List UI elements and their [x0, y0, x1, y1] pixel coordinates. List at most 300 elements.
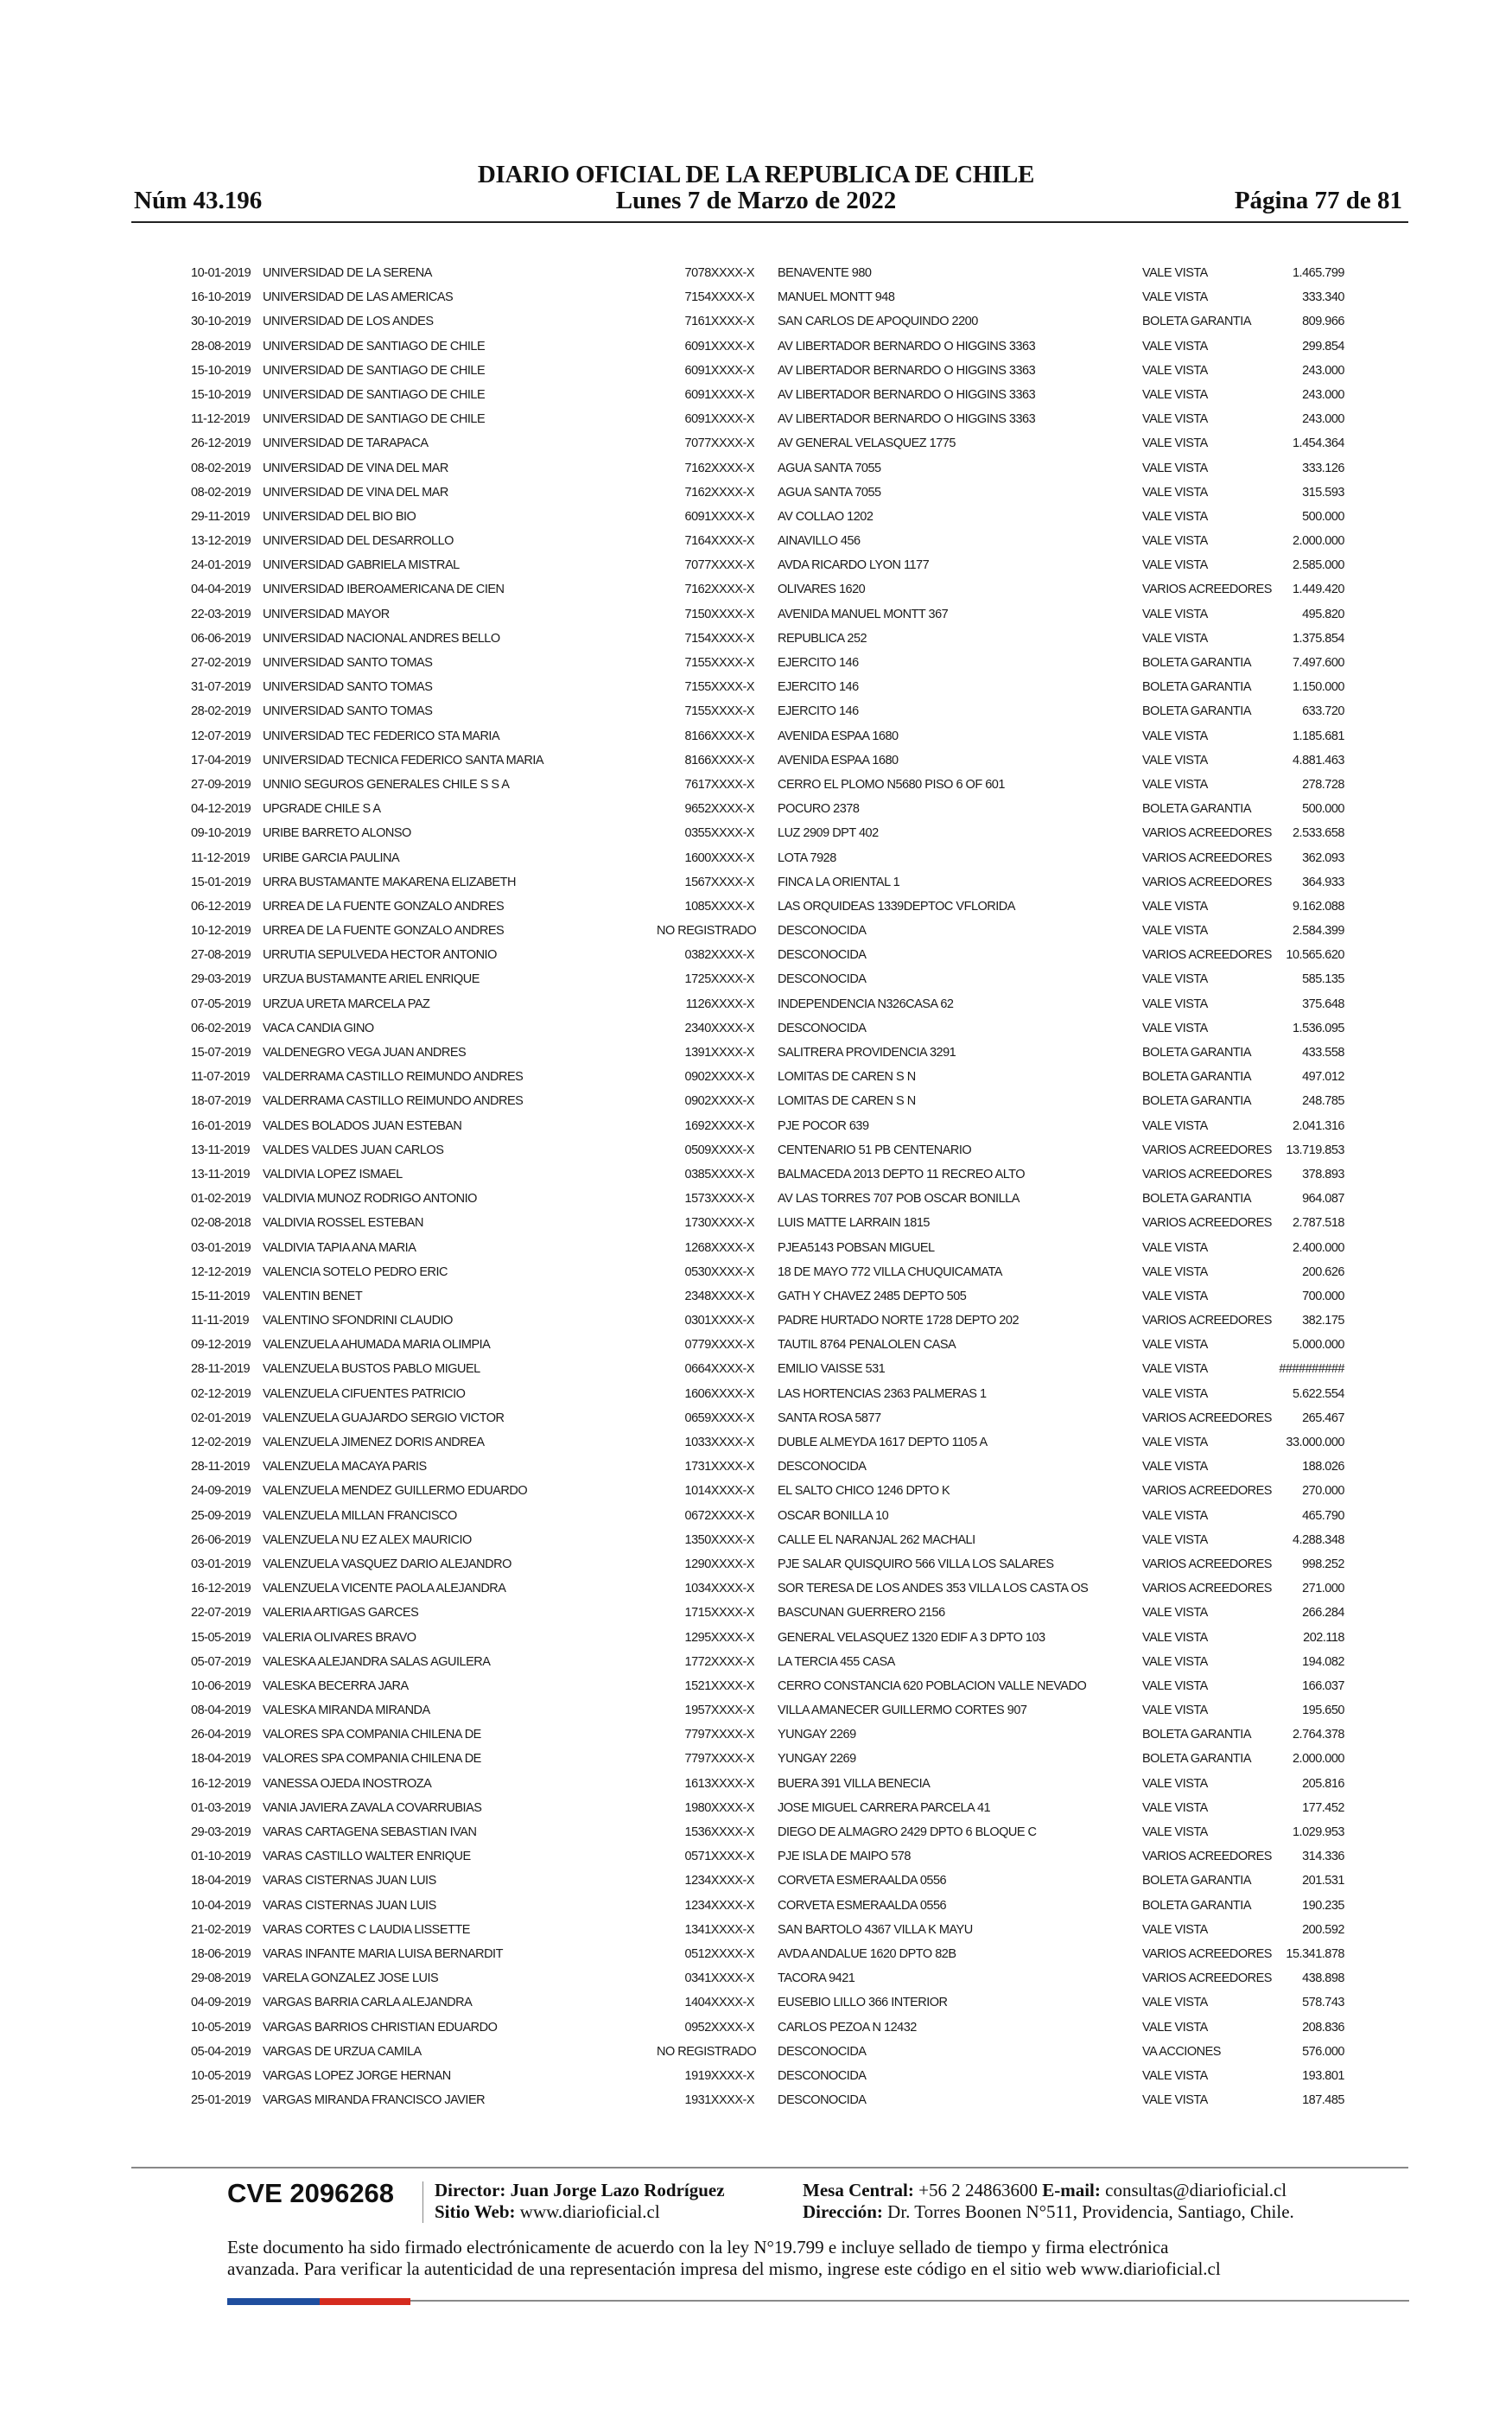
row-type: BOLETA GARANTIA: [1142, 1728, 1251, 1742]
row-type: BOLETA GARANTIA: [1142, 656, 1251, 670]
row-amount: 333.126: [1302, 461, 1344, 475]
row-type: VALE VISTA: [1142, 924, 1208, 939]
row-date: 27-02-2019: [191, 656, 251, 670]
address-line: [803, 2201, 1294, 2223]
row-address: EJERCITO 146: [778, 656, 859, 670]
row-date: 05-04-2019: [191, 2044, 251, 2059]
row-type: BOLETA GARANTIA: [1142, 1070, 1251, 1085]
page-number: Página 77 de 81: [1234, 187, 1402, 214]
site-label: Sitio Web:: [435, 2201, 516, 2222]
row-name: VALENZUELA MACAYA PARIS: [263, 1460, 427, 1474]
contact-line: [803, 2180, 1294, 2201]
row-amount: 1.449.420: [1292, 583, 1344, 597]
row-amount: 270.000: [1302, 1484, 1344, 1499]
row-name: VALDES VALDES JUAN CARLOS: [263, 1143, 444, 1157]
row-address: TACORA 9421: [778, 1971, 855, 1986]
row-amount: 2.585.000: [1292, 558, 1344, 573]
row-date: 02-01-2019: [191, 1411, 251, 1425]
row-address: AVENIDA ESPAA 1680: [778, 729, 899, 743]
row-name: VALDES BOLADOS JUAN ESTEBAN: [263, 1118, 462, 1133]
row-date: 10-12-2019: [191, 924, 251, 939]
row-amount: 278.728: [1302, 777, 1344, 792]
row-address: EL SALTO CHICO 1246 DPTO K: [778, 1484, 950, 1499]
row-name: VALENZUELA NU EZ ALEX MAURICIO: [263, 1532, 472, 1547]
table-row: [0, 651, 1512, 675]
row-rut: 0571XXXX-X: [684, 1850, 754, 1864]
row-address: DESCONOCIDA: [778, 1021, 867, 1035]
row-type: VALE VISTA: [1142, 1776, 1208, 1791]
row-type: VALE VISTA: [1142, 509, 1208, 524]
row-address: YUNGAY 2269: [778, 1728, 856, 1742]
row-address: LOMITAS DE CAREN S N: [778, 1094, 916, 1109]
row-address: AV LIBERTADOR BERNARDO O HIGGINS 3363: [778, 363, 1036, 378]
row-date: 22-07-2019: [191, 1606, 251, 1621]
row-address: DESCONOCIDA: [778, 1460, 867, 1474]
row-amount: 700.000: [1302, 1289, 1344, 1303]
row-date: 03-01-2019: [191, 1240, 251, 1255]
row-name: URREA DE LA FUENTE GONZALO ANDRES: [263, 924, 505, 939]
table-row: [0, 895, 1512, 919]
row-rut: 8166XXXX-X: [684, 729, 754, 743]
row-name: UNIVERSIDAD DE LAS AMERICAS: [263, 290, 454, 305]
row-name: VALENZUELA GUAJARDO SERGIO VICTOR: [263, 1411, 505, 1425]
row-name: URZUA URETA MARCELA PAZ: [263, 997, 430, 1011]
row-amount: 5.622.554: [1292, 1386, 1344, 1401]
row-name: UNIVERSIDAD DE LA SERENA: [263, 266, 432, 280]
row-amount: 9.162.088: [1292, 899, 1344, 914]
row-type: VARIOS ACREEDORES: [1142, 583, 1272, 597]
row-rut: 0385XXXX-X: [684, 1167, 754, 1181]
row-name: VALERIA ARTIGAS GARCES: [263, 1606, 419, 1621]
table-row: [0, 846, 1512, 870]
table-row: [0, 627, 1512, 651]
row-name: UPGRADE CHILE S A: [263, 802, 381, 817]
table-row: [0, 1138, 1512, 1162]
row-type: VALE VISTA: [1142, 777, 1208, 792]
row-name: VALORES SPA COMPANIA CHILENA DE: [263, 1728, 481, 1742]
row-name: VALDERRAMA CASTILLO REIMUNDO ANDRES: [263, 1094, 524, 1109]
table-row: [0, 1990, 1512, 2015]
row-name: UNIVERSIDAD TEC FEDERICO STA MARIA: [263, 729, 500, 743]
row-rut: 1521XXXX-X: [684, 1678, 754, 1693]
table-row: [0, 1430, 1512, 1455]
row-rut: 0672XXXX-X: [684, 1508, 754, 1523]
row-amount: 190.235: [1302, 1898, 1344, 1913]
row-amount: 378.893: [1302, 1167, 1344, 1181]
footer-separator: [422, 2181, 423, 2223]
row-rut: 7077XXXX-X: [684, 436, 754, 451]
table-row: [0, 1065, 1512, 1089]
table-row: [0, 2016, 1512, 2040]
row-address: DESCONOCIDA: [778, 972, 867, 987]
table-row: [0, 919, 1512, 943]
row-address: AVENIDA MANUEL MONTT 367: [778, 607, 949, 621]
table-row: [0, 748, 1512, 773]
table-row: [0, 1162, 1512, 1187]
row-rut: 1715XXXX-X: [684, 1606, 754, 1621]
row-type: VALE VISTA: [1142, 1436, 1208, 1449]
email-link[interactable]: consultas@diarioficial.cl: [1105, 2180, 1287, 2200]
row-name: VALDIVIA MUNOZ RODRIGO ANTONIO: [263, 1192, 477, 1207]
row-name: URIBE BARRETO ALONSO: [263, 826, 411, 841]
row-name: URREA DE LA FUENTE GONZALO ANDRES: [263, 899, 505, 914]
flag-blue-segment: [227, 2298, 320, 2305]
table-row: [0, 821, 1512, 845]
row-rut: 1034XXXX-X: [684, 1582, 754, 1596]
site-line: [435, 2201, 725, 2223]
row-type: BOLETA GARANTIA: [1142, 1192, 1251, 1207]
row-date: 12-07-2019: [191, 729, 251, 743]
table-row: [0, 1942, 1512, 1966]
row-rut: 0902XXXX-X: [684, 1070, 754, 1085]
row-rut: 1033XXXX-X: [684, 1436, 754, 1449]
row-amount: 4.288.348: [1292, 1532, 1344, 1547]
row-name: VARGAS MIRANDA FRANCISCO JAVIER: [263, 2093, 486, 2108]
row-amount: 315.593: [1302, 485, 1344, 500]
row-rut: 8166XXXX-X: [684, 753, 754, 767]
row-address: EMILIO VAISSE 531: [778, 1362, 886, 1377]
row-date: 12-02-2019: [191, 1436, 251, 1449]
row-rut: 0509XXXX-X: [684, 1143, 754, 1157]
row-type: BOLETA GARANTIA: [1142, 802, 1251, 817]
table-row: [0, 773, 1512, 797]
row-type: BOLETA GARANTIA: [1142, 1752, 1251, 1767]
row-rut: 1014XXXX-X: [684, 1484, 754, 1499]
row-rut: 0341XXXX-X: [684, 1971, 754, 1986]
row-name: VALESKA ALEJANDRA SALAS AGUILERA: [263, 1654, 491, 1669]
row-rut: 1126XXXX-X: [685, 997, 754, 1011]
row-name: VALENTINO SFONDRINI CLAUDIO: [263, 1314, 453, 1328]
row-date: 25-09-2019: [191, 1508, 251, 1523]
table-row: [0, 1260, 1512, 1284]
flag-red-segment: [320, 2298, 410, 2305]
site-link[interactable]: www.diarioficial.cl: [519, 2201, 660, 2222]
row-type: VALE VISTA: [1142, 266, 1208, 280]
row-amount: 243.000: [1302, 387, 1344, 402]
row-name: VALENCIA SOTELO PEDRO ERIC: [263, 1264, 448, 1279]
row-rut: 1341XXXX-X: [684, 1922, 754, 1937]
row-name: VALORES SPA COMPANIA CHILENA DE: [263, 1752, 481, 1767]
row-date: 16-12-2019: [191, 1776, 251, 1791]
table-row: [0, 675, 1512, 699]
row-name: UNIVERSIDAD DE SANTIAGO DE CHILE: [263, 363, 486, 378]
row-address: 18 DE MAYO 772 VILLA CHUQUICAMATA: [778, 1264, 1002, 1279]
row-address: CERRO CONSTANCIA 620 POBLACION VALLE NEVADO: [778, 1678, 1087, 1693]
legal-line-1: Este documento ha sido firmado electrónicamente de acuerdo con la ley N°19.799 e incluye sellado de tiempo y firma electrónica: [227, 2237, 1169, 2258]
row-rut: 2348XXXX-X: [684, 1289, 754, 1303]
row-date: 15-10-2019: [191, 363, 251, 378]
cve-code: CVE 2096268: [227, 2178, 395, 2208]
row-type: VALE VISTA: [1142, 339, 1208, 353]
header-divider: [131, 221, 1408, 223]
table-row: [0, 1894, 1512, 1918]
row-name: VARAS CARTAGENA SEBASTIAN IVAN: [263, 1825, 477, 1839]
row-amount: 243.000: [1302, 363, 1344, 378]
row-rut: 0355XXXX-X: [684, 826, 754, 841]
row-type: VALE VISTA: [1142, 1240, 1208, 1255]
row-type: VALE VISTA: [1142, 1362, 1208, 1377]
row-amount: 314.336: [1302, 1850, 1344, 1864]
mesa-phone: +56 2 24863600: [918, 2180, 1038, 2200]
row-date: 15-11-2019: [191, 1289, 251, 1303]
table-row: [0, 1455, 1512, 1479]
table-row: [0, 1114, 1512, 1138]
table-row: [0, 1333, 1512, 1357]
row-amount: 208.836: [1302, 2020, 1344, 2035]
row-rut: 6091XXXX-X: [684, 387, 754, 402]
row-address: INDEPENDENCIA N326CASA 62: [778, 997, 954, 1011]
row-type: VALE VISTA: [1142, 1630, 1208, 1645]
row-date: 11-07-2019: [191, 1070, 251, 1085]
row-name: UNNIO SEGUROS GENERALES CHILE S S A: [263, 777, 510, 792]
table-row: [0, 1796, 1512, 1820]
row-name: VALENTIN BENET: [263, 1289, 363, 1303]
table-row: [0, 1041, 1512, 1065]
row-date: 15-07-2019: [191, 1046, 251, 1060]
row-name: VALDENEGRO VEGA JUAN ANDRES: [263, 1046, 467, 1060]
row-address: MANUEL MONTT 948: [778, 290, 895, 305]
row-amount: 576.000: [1302, 2044, 1344, 2059]
table-row: [0, 261, 1512, 285]
row-type: VALE VISTA: [1142, 1606, 1208, 1621]
row-amount: 2.584.399: [1292, 924, 1344, 939]
row-date: 28-08-2019: [191, 339, 251, 353]
row-address: CORVETA ESMERAALDA 0556: [778, 1874, 947, 1888]
row-date: 25-01-2019: [191, 2093, 251, 2108]
row-date: 18-06-2019: [191, 1946, 251, 1961]
row-date: 18-04-2019: [191, 1752, 251, 1767]
row-type: VALE VISTA: [1142, 2068, 1208, 2083]
row-name: UNIVERSIDAD GABRIELA MISTRAL: [263, 558, 460, 573]
row-name: VARAS CISTERNAS JUAN LUIS: [263, 1898, 436, 1913]
table-row: [0, 383, 1512, 407]
table-row: [0, 1211, 1512, 1235]
row-name: UNIVERSIDAD DE SANTIAGO DE CHILE: [263, 387, 486, 402]
row-date: 28-02-2019: [191, 704, 251, 719]
address-text: Dr. Torres Boonen N°511, Providencia, Santiago, Chile.: [887, 2201, 1294, 2222]
row-rut: 0779XXXX-X: [684, 1338, 754, 1353]
table-row: [0, 1772, 1512, 1796]
row-name: UNIVERSIDAD DE SANTIAGO DE CHILE: [263, 339, 486, 353]
table-row: [0, 1479, 1512, 1503]
row-date: 11-12-2019: [191, 850, 251, 865]
row-amount: 1.465.799: [1292, 266, 1344, 280]
row-type: VALE VISTA: [1142, 729, 1208, 743]
row-type: VALE VISTA: [1142, 1996, 1208, 2010]
row-address: CALLE EL NARANJAL 262 MACHALI: [778, 1532, 975, 1547]
publication-date: Lunes 7 de Marzo de 2022: [615, 187, 897, 214]
table-row: [0, 1698, 1512, 1723]
row-amount: 633.720: [1302, 704, 1344, 719]
row-type: VARIOS ACREEDORES: [1142, 850, 1272, 865]
row-amount: 438.898: [1302, 1971, 1344, 1986]
row-date: 06-06-2019: [191, 631, 251, 646]
row-amount: 465.790: [1302, 1508, 1344, 1523]
row-amount: 265.467: [1302, 1411, 1344, 1425]
row-type: VALE VISTA: [1142, 1532, 1208, 1547]
row-rut: 0530XXXX-X: [684, 1264, 754, 1279]
table-row: [0, 529, 1512, 553]
row-type: VARIOS ACREEDORES: [1142, 826, 1272, 841]
row-amount: 4.881.463: [1292, 753, 1344, 767]
row-rut: 0512XXXX-X: [684, 1946, 754, 1961]
row-type: BOLETA GARANTIA: [1142, 1874, 1251, 1888]
row-date: 10-06-2019: [191, 1678, 251, 1693]
row-date: 04-09-2019: [191, 1996, 251, 2010]
table-row: [0, 334, 1512, 359]
row-type: VARIOS ACREEDORES: [1142, 1557, 1272, 1571]
publication-title: DIARIO OFICIAL DE LA REPUBLICA DE CHILE: [477, 161, 1035, 188]
row-amount: 809.966: [1302, 315, 1344, 329]
row-date: 02-12-2019: [191, 1386, 251, 1401]
row-rut: 1731XXXX-X: [684, 1460, 754, 1474]
row-date: 27-09-2019: [191, 777, 251, 792]
row-date: 28-11-2019: [191, 1460, 251, 1474]
table-row: [0, 699, 1512, 723]
table-row: [0, 1504, 1512, 1528]
row-amount: 585.135: [1302, 972, 1344, 987]
row-date: 17-04-2019: [191, 753, 251, 767]
row-address: DESCONOCIDA: [778, 924, 867, 939]
row-name: VARAS CISTERNAS JUAN LUIS: [263, 1874, 436, 1888]
row-name: URRA BUSTAMANTE MAKARENA ELIZABETH: [263, 875, 516, 889]
table-row: [0, 553, 1512, 577]
row-name: VALENZUELA MILLAN FRANCISCO: [263, 1508, 457, 1523]
row-rut: 6091XXXX-X: [684, 509, 754, 524]
address-label: Dirección:: [803, 2201, 883, 2222]
table-row: [0, 1187, 1512, 1211]
row-type: VARIOS ACREEDORES: [1142, 1946, 1272, 1961]
row-amount: 964.087: [1302, 1192, 1344, 1207]
legal-line-2: avanzada. Para verificar la autenticidad de una representación impresa del mismo, ingrese este código en el sitio web www.diarioficial.cl: [227, 2258, 1221, 2279]
row-date: 15-05-2019: [191, 1630, 251, 1645]
row-address: DESCONOCIDA: [778, 2068, 867, 2083]
row-type: VARIOS ACREEDORES: [1142, 1971, 1272, 1986]
row-address: AGUA SANTA 7055: [778, 461, 881, 475]
row-date: 03-01-2019: [191, 1557, 251, 1571]
row-date: 26-12-2019: [191, 436, 251, 451]
row-address: LUZ 2909 DPT 402: [778, 826, 879, 841]
row-address: CENTENARIO 51 PB CENTENARIO: [778, 1143, 972, 1157]
row-date: 10-05-2019: [191, 2068, 251, 2083]
row-rut: 1295XXXX-X: [684, 1630, 754, 1645]
row-amount: 7.497.600: [1292, 656, 1344, 670]
row-date: 12-12-2019: [191, 1264, 251, 1279]
row-amount: 495.820: [1302, 607, 1344, 621]
row-type: VALE VISTA: [1142, 290, 1208, 305]
row-rut: 1919XXXX-X: [684, 2068, 754, 2083]
row-amount: 193.801: [1302, 2068, 1344, 2083]
row-type: VALE VISTA: [1142, 1800, 1208, 1815]
director-line: [435, 2180, 725, 2201]
table-row: [0, 505, 1512, 529]
row-name: UNIVERSIDAD NACIONAL ANDRES BELLO: [263, 631, 500, 646]
row-type: VALE VISTA: [1142, 485, 1208, 500]
row-amount: 1.185.681: [1292, 729, 1344, 743]
row-rut: 0952XXXX-X: [684, 2020, 754, 2035]
table-row: [0, 1966, 1512, 1990]
row-name: UNIVERSIDAD DEL BIO BIO: [263, 509, 416, 524]
table-row: [0, 1236, 1512, 1260]
row-amount: 2.400.000: [1292, 1240, 1344, 1255]
row-type: VALE VISTA: [1142, 1289, 1208, 1303]
row-type: VARIOS ACREEDORES: [1142, 1411, 1272, 1425]
mesa-label: Mesa Central:: [803, 2180, 914, 2200]
row-amount: 1.454.364: [1292, 436, 1344, 451]
row-address: BALMACEDA 2013 DEPTO 11 RECREO ALTO: [778, 1167, 1026, 1181]
row-type: VALE VISTA: [1142, 558, 1208, 573]
row-address: LUIS MATTE LARRAIN 1815: [778, 1216, 930, 1231]
row-address: AVDA RICARDO LYON 1177: [778, 558, 930, 573]
row-date: 27-08-2019: [191, 948, 251, 963]
row-date: 21-02-2019: [191, 1922, 251, 1937]
row-address: EJERCITO 146: [778, 704, 859, 719]
table-row: [0, 1626, 1512, 1650]
row-name: UNIVERSIDAD SANTO TOMAS: [263, 680, 433, 695]
row-type: VALE VISTA: [1142, 607, 1208, 621]
row-date: 10-04-2019: [191, 1898, 251, 1913]
row-amount: 2.533.658: [1292, 826, 1344, 841]
row-address: OLIVARES 1620: [778, 583, 866, 597]
table-row: [0, 359, 1512, 383]
row-amount: 2.787.518: [1292, 1216, 1344, 1231]
table-row: [0, 870, 1512, 895]
row-date: 06-02-2019: [191, 1021, 251, 1035]
row-date: 08-02-2019: [191, 461, 251, 475]
row-amount: 1.536.095: [1292, 1021, 1344, 1035]
row-date: 16-12-2019: [191, 1582, 251, 1596]
row-address: LAS ORQUIDEAS 1339DEPTOC VFLORIDA: [778, 899, 1015, 914]
row-address: CORVETA ESMERAALDA 0556: [778, 1898, 947, 1913]
flag-stripe: [227, 2298, 410, 2305]
table-row: [0, 456, 1512, 481]
row-date: 02-08-2018: [191, 1216, 251, 1231]
row-amount: 375.648: [1302, 997, 1344, 1011]
row-rut: 1085XXXX-X: [684, 899, 754, 914]
row-amount: 187.485: [1302, 2093, 1344, 2108]
table-row: [0, 1284, 1512, 1309]
row-amount: ##########: [1279, 1362, 1344, 1377]
row-name: VALENZUELA VICENTE PAOLA ALEJANDRA: [263, 1582, 506, 1596]
row-type: VALE VISTA: [1142, 753, 1208, 767]
row-type: VALE VISTA: [1142, 997, 1208, 1011]
row-date: 10-01-2019: [191, 266, 251, 280]
row-address: AVENIDA ESPAA 1680: [778, 753, 899, 767]
director-block: [435, 2180, 725, 2223]
row-amount: 299.854: [1302, 339, 1344, 353]
row-rut: 0664XXXX-X: [684, 1362, 754, 1377]
row-name: VARGAS DE URZUA CAMILA: [263, 2044, 422, 2059]
row-type: VALE VISTA: [1142, 1825, 1208, 1839]
row-address: PJE SALAR QUISQUIRO 566 VILLA LOS SALARES: [778, 1557, 1054, 1571]
row-name: VALENZUELA JIMENEZ DORIS ANDREA: [263, 1436, 485, 1449]
row-address: LOMITAS DE CAREN S N: [778, 1070, 916, 1085]
row-address: AGUA SANTA 7055: [778, 485, 881, 500]
row-type: VARIOS ACREEDORES: [1142, 948, 1272, 963]
row-name: UNIVERSIDAD DEL DESARROLLO: [263, 534, 454, 549]
table-row: [0, 1723, 1512, 1747]
row-rut: 1931XXXX-X: [684, 2093, 754, 2108]
table-row: [0, 602, 1512, 627]
row-name: VALDERRAMA CASTILLO REIMUNDO ANDRES: [263, 1070, 524, 1085]
row-type: BOLETA GARANTIA: [1142, 704, 1251, 719]
row-name: VARELA GONZALEZ JOSE LUIS: [263, 1971, 439, 1986]
row-address: SALITRERA PROVIDENCIA 3291: [778, 1046, 956, 1060]
row-amount: 364.933: [1302, 875, 1344, 889]
row-amount: 500.000: [1302, 509, 1344, 524]
row-rut: 7155XXXX-X: [684, 656, 754, 670]
row-rut: 1730XXXX-X: [684, 1216, 754, 1231]
